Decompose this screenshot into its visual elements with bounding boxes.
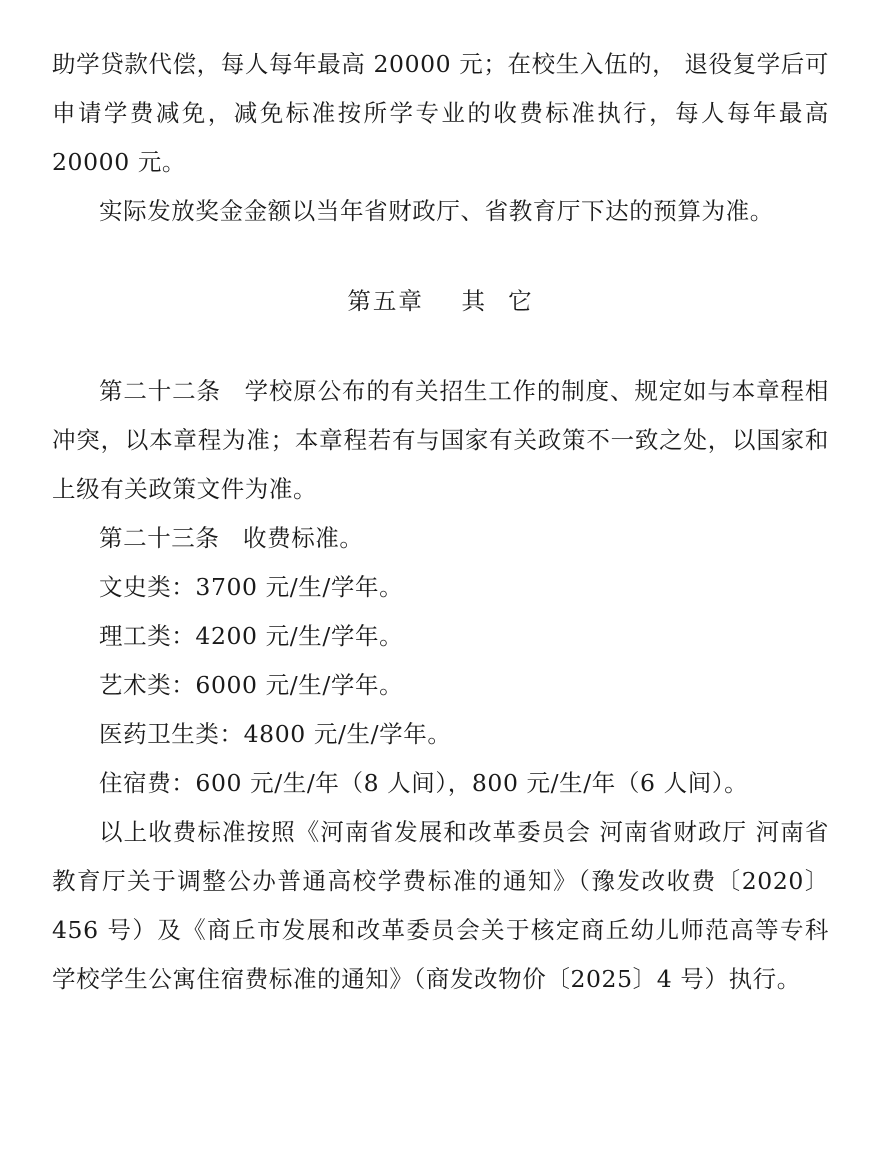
article-23-number: 第二十三条	[99, 524, 220, 552]
fee-item-medical-health	[52, 710, 829, 759]
fee-label-medical-health: 医药卫生类：	[99, 720, 244, 748]
fee-item-arts	[52, 661, 829, 710]
fee-label-arts: 艺术类：	[99, 671, 196, 699]
fee-value-science-engineering: 4200 元/生/学年。	[195, 622, 404, 650]
fee-value-liberal-arts: 3700 元/生/学年。	[195, 573, 404, 601]
chapter-number: 第五章	[347, 287, 424, 315]
chapter-five-heading	[52, 277, 829, 326]
article-22-text: 学校原公布的有关招生工作的制度、规定如与本章程相冲突，以本章程为准；本章程若有与国家有关政策不一致之处，以国家和上级有关政策文件为准。	[52, 377, 829, 503]
fee-value-arts: 6000 元/生/学年。	[195, 671, 404, 699]
chapter-title-char-2: 它	[508, 287, 534, 315]
fee-label-science-engineering: 理工类：	[99, 622, 196, 650]
document-body	[52, 40, 829, 1004]
fee-item-science-engineering	[52, 612, 829, 661]
fee-label-accommodation: 住宿费：	[99, 769, 196, 797]
article-22	[52, 367, 829, 514]
paragraph-fee-basis: 以上收费标准按照《河南省发展和改革委员会 河南省财政厅 河南省教育厅关于调整公办普通高校学费标准的通知》（豫发改收费〔2020〕456 号）及《商丘市发展和改革委员会关于核定商丘幼儿师范高等专科学校学生公寓住宿费标准的通知》（商发改物价〔2025〕4 号）执行。	[52, 818, 829, 993]
fee-item-liberal-arts	[52, 563, 829, 612]
fee-label-liberal-arts: 文史类：	[99, 573, 196, 601]
fee-value-medical-health: 4800 元/生/学年。	[243, 720, 452, 748]
fee-item-accommodation	[52, 759, 829, 808]
paragraph-budget-basis: 实际发放奖金金额以当年省财政厅、省教育厅下达的预算为准。	[99, 197, 774, 225]
fee-value-accommodation: 600 元/生/年（8 人间），800 元/生/年（6 人间）。	[195, 769, 749, 797]
article-23	[52, 514, 829, 563]
article-23-text: 收费标准。	[243, 524, 364, 552]
chapter-title-char-1: 其	[461, 287, 487, 315]
article-22-number: 第二十二条	[99, 377, 221, 405]
paragraph-loan-repayment: 助学贷款代偿，每人每年最高 20000 元；在校生入伍的， 退役复学后可申请学费减免，减免标准按所学专业的收费标准执行，每人每年最高 20000 元。	[52, 50, 829, 176]
